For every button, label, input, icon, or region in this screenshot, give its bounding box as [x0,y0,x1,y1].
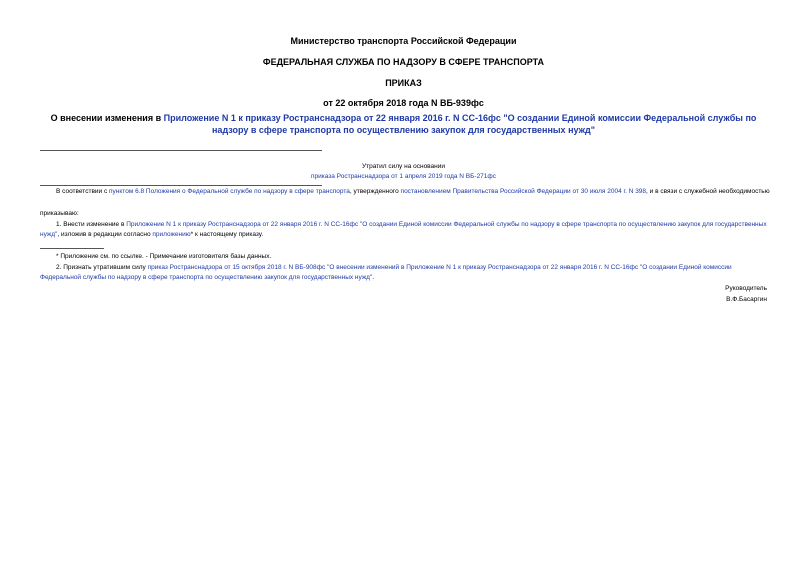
footnote [40,252,770,262]
signature-role: Руководитель [725,285,767,292]
preamble-start: В соответствии с [56,188,110,195]
footnote-divider [40,248,104,249]
title-link[interactable]: Приложение N 1 к приказу Ространснадзора от 22 января 2016 г. N СС-16фс "О создании Единой комиссии Федеральной службы по надзору в сфере транспорта по осуществлению закупок для государственных нужд" [163,113,757,135]
preamble-mid: , утвержденного [349,188,401,195]
ministry-name: Министерство транспорта Российской Федерации [290,36,517,46]
title-prefix: О внесении изменения в [50,113,164,123]
status-link[interactable]: приказа Ространснадзора от 1 апреля 2019 года N ВБ-271фс [310,173,497,180]
item2-end: . [372,274,375,281]
divider-top [40,150,322,151]
status-text: Утратил силу на основании [361,163,446,170]
appendix-link[interactable]: Приложение N 1 к приказу Ространснадзора от 22 января 2016 г. N СС-16фс "О создании Единой комиссии Федеральной службы по надзору в сфере транспорта по осуществлению закупок для государственных нужд" [40,221,767,238]
document-date-number: от 22 октября 2018 года N ВБ-939фс [323,98,484,108]
preamble-paragraph [40,187,770,197]
footnote-text: * Приложение см. по ссылке. - Примечание изготовителя базы данных. [56,253,272,260]
signature-name: В.Ф.Басаргин [726,296,767,303]
attachment-link[interactable]: приложению [152,231,191,238]
item1-start: 1. Внести изменение в [56,221,127,228]
order-item-2 [40,263,770,283]
divider-status [40,185,322,186]
item1-end: * к настоящему приказу. [190,231,264,238]
preamble-end: , и в связи с служебной необходимостью [646,188,770,195]
document-type: ПРИКАЗ [385,78,422,88]
order-item-1 [40,220,770,240]
regulation-link[interactable]: пунктом 6.8 Положения о Федеральной службе по надзору в сфере транспорта [109,188,350,195]
item1-mid: , изложив в редакции согласно [57,231,153,238]
order-word: приказываю: [40,210,79,217]
government-decree-link[interactable]: постановлением Правительства Российской Федерации от 30 июля 2004 г. N 398 [400,188,647,195]
service-name: ФЕДЕРАЛЬНАЯ СЛУЖБА ПО НАДЗОРУ В СФЕРЕ ТРАНСПОРТА [262,57,545,67]
item2-start: 2. Признать утратившим силу [56,264,148,271]
document-title [40,112,767,136]
repealed-order-link[interactable]: приказ Ространснадзора от 15 октября 2018 г. N ВБ-908фс "О внесении изменений в Приложение N 1 к приказу Ространснадзора от 22 января 2016 г. N СС-16фс "О создании Единой комиссии Федеральной службы по надзору в сфере транспорта по осуществлению закупок для государственных нужд" [40,264,732,281]
